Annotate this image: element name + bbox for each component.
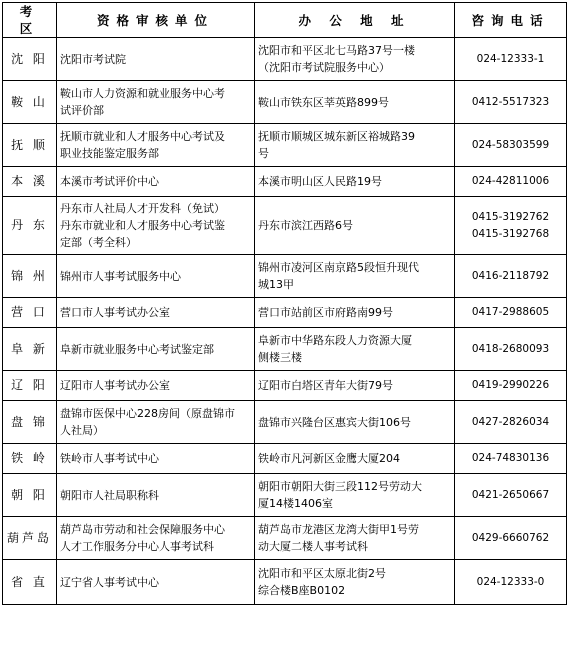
exam-office-table	[2, 2, 567, 605]
phone-cell	[455, 124, 567, 167]
address-cell-line: 铁岭市凡河新区金鹰大厦204	[258, 452, 400, 465]
address-cell-line: 辽阳市白塔区青年大街79号	[258, 379, 393, 392]
phone-cell-line: 0427-2826034	[471, 415, 550, 428]
address-cell-line: 盘锦市兴隆台区惠宾大街106号	[258, 415, 411, 429]
unit-cell	[57, 81, 255, 124]
address-cell	[255, 474, 455, 517]
area-cell: 省 直	[3, 560, 57, 605]
phone-cell	[455, 81, 567, 124]
table-row	[3, 197, 567, 255]
unit-cell	[57, 474, 255, 517]
phone-cell-line: 0419-2990226	[471, 379, 550, 391]
unit-cell	[57, 255, 255, 298]
address-cell-line: 沈阳市和平区北七马路37号一楼	[258, 44, 415, 57]
header-unit: 资格审核单位	[57, 3, 255, 38]
phone-cell-line: 0429-6660762	[471, 531, 550, 544]
unit-cell-line: 朝阳市人社局职称科	[60, 488, 159, 502]
phone-cell-line: 024-12333-0	[476, 575, 545, 588]
phone-cell	[455, 328, 567, 371]
unit-cell	[57, 371, 255, 401]
phone-cell	[455, 255, 567, 298]
address-cell	[255, 124, 455, 167]
unit-cell	[57, 401, 255, 444]
unit-cell-line: 人才工作服务分中心人事考试科	[60, 540, 214, 553]
unit-cell	[57, 298, 255, 328]
address-cell-line: 锦州市凌河区南京路5段恒升现代	[258, 261, 419, 274]
phone-cell-line: 0416-2118792	[471, 269, 550, 282]
table-row	[3, 444, 567, 474]
phone-cell	[455, 474, 567, 517]
table-row	[3, 371, 567, 401]
phone-cell	[455, 560, 567, 605]
table-row	[3, 38, 567, 81]
unit-cell-line: 阜新市就业服务中心考试鉴定部	[60, 342, 214, 356]
phone-cell-line: 0418-2680093	[471, 342, 550, 355]
address-cell-line: 号	[258, 147, 269, 160]
table-row	[3, 401, 567, 444]
unit-cell-line: 锦州市人事考试服务中心	[60, 269, 181, 283]
area-cell: 盘 锦	[3, 401, 57, 444]
unit-cell-line: 盘锦市医保中心228房间（原盘锦市	[60, 407, 235, 420]
phone-cell-line: 024-42811006	[471, 175, 550, 187]
table-body	[3, 38, 567, 605]
address-cell	[255, 298, 455, 328]
unit-cell-line: 葫芦岛市劳动和社会保障服务中心	[60, 523, 225, 536]
phone-cell	[455, 371, 567, 401]
table-row	[3, 560, 567, 605]
unit-cell	[57, 444, 255, 474]
unit-cell-line: 鞍山市人力资源和就业服务中心考	[60, 87, 225, 100]
unit-cell	[57, 517, 255, 560]
unit-cell-line: 铁岭市人事考试中心	[60, 452, 159, 465]
unit-cell	[57, 197, 255, 255]
table-row	[3, 298, 567, 328]
phone-cell-line: 0415-3192768	[471, 227, 550, 240]
address-cell	[255, 197, 455, 255]
address-cell	[255, 401, 455, 444]
address-cell	[255, 38, 455, 81]
phone-cell-line: 0412-5517323	[471, 95, 550, 108]
address-cell	[255, 328, 455, 371]
phone-cell-line: 0415-3192762	[471, 210, 550, 223]
area-cell: 朝 阳	[3, 474, 57, 517]
unit-cell-line: 本溪市考试评价中心	[60, 175, 159, 188]
unit-cell-line: 人社局）	[60, 424, 104, 437]
unit-cell	[57, 124, 255, 167]
header-row	[3, 3, 567, 38]
address-cell-line: 沈阳市和平区太原北街2号	[258, 567, 386, 580]
unit-cell	[57, 328, 255, 371]
phone-cell	[455, 167, 567, 197]
area-cell: 丹 东	[3, 197, 57, 255]
address-cell-line: 抚顺市顺城区城东新区裕城路39	[258, 130, 415, 143]
unit-cell	[57, 167, 255, 197]
table-row	[3, 167, 567, 197]
address-cell-line: 营口市站前区市府路南99号	[258, 306, 393, 319]
table-row	[3, 328, 567, 371]
table-row	[3, 517, 567, 560]
address-cell	[255, 81, 455, 124]
phone-cell	[455, 517, 567, 560]
address-cell-line: 鞍山市铁东区莘英路899号	[258, 95, 389, 109]
unit-cell-line: 营口市人事考试办公室	[60, 306, 170, 319]
phone-cell	[455, 197, 567, 255]
address-cell	[255, 371, 455, 401]
phone-cell	[455, 444, 567, 474]
area-cell: 辽 阳	[3, 371, 57, 401]
unit-cell-line: 丹东市人社局人才开发科（免试）	[60, 202, 225, 215]
area-cell: 沈 阳	[3, 38, 57, 81]
phone-cell-line: 0417-2988605	[471, 306, 550, 318]
unit-cell-line: 辽宁省人事考试中心	[60, 575, 159, 589]
address-cell-line: 厦14楼1406室	[258, 497, 333, 510]
address-cell-line: 动大厦二楼人事考试科	[258, 540, 368, 553]
unit-cell	[57, 560, 255, 605]
header-area: 考 区	[3, 3, 57, 38]
address-cell	[255, 560, 455, 605]
unit-cell-line: 试评价部	[60, 104, 104, 117]
address-cell-line: 葫芦岛市龙港区龙湾大街甲1号劳	[258, 523, 419, 536]
address-cell-line: 朝阳市朝阳大街三段112号劳动大	[258, 480, 422, 493]
area-cell: 营 口	[3, 298, 57, 328]
phone-cell	[455, 401, 567, 444]
unit-cell-line: 辽阳市人事考试办公室	[60, 379, 170, 392]
table-row	[3, 255, 567, 298]
header-address: 办 公 地 址	[255, 3, 455, 38]
address-cell-line: 综合楼B座B0102	[258, 584, 346, 597]
address-cell-line: 本溪市明山区人民路19号	[258, 175, 382, 188]
table-row	[3, 124, 567, 167]
unit-cell-line: 抚顺市就业和人才服务中心考试及	[60, 130, 225, 143]
phone-cell-line: 024-58303599	[471, 138, 550, 151]
area-cell: 阜 新	[3, 328, 57, 371]
area-cell: 抚 顺	[3, 124, 57, 167]
area-cell: 本 溪	[3, 167, 57, 197]
phone-cell-line: 0421-2650667	[471, 488, 550, 501]
address-cell-line: 城13甲	[258, 278, 294, 291]
phone-cell-line: 024-12333-1	[476, 52, 545, 65]
table-row	[3, 474, 567, 517]
header-phone: 咨询电话	[455, 3, 567, 38]
unit-cell-line: 丹东市就业和人才服务中心考试鉴	[60, 219, 225, 232]
address-cell-line: （沈阳市考试院服务中心）	[258, 61, 390, 74]
address-cell-line: 阜新市中华路东段人力资源大厦	[258, 334, 412, 347]
phone-cell	[455, 298, 567, 328]
address-cell	[255, 255, 455, 298]
table-row	[3, 81, 567, 124]
unit-cell-line: 定部（考全科）	[60, 236, 137, 249]
address-cell-line: 侧楼三楼	[258, 351, 302, 364]
area-cell: 葫芦岛	[3, 517, 57, 560]
address-cell-line: 丹东市滨江西路6号	[258, 219, 353, 232]
address-cell	[255, 517, 455, 560]
area-cell: 鞍 山	[3, 81, 57, 124]
area-cell: 锦 州	[3, 255, 57, 298]
address-cell	[255, 167, 455, 197]
area-cell: 铁 岭	[3, 444, 57, 474]
address-cell	[255, 444, 455, 474]
phone-cell-line: 024-74830136	[471, 452, 550, 464]
unit-cell	[57, 38, 255, 81]
unit-cell-line: 职业技能鉴定服务部	[60, 147, 159, 160]
phone-cell	[455, 38, 567, 81]
unit-cell-line: 沈阳市考试院	[60, 52, 126, 66]
